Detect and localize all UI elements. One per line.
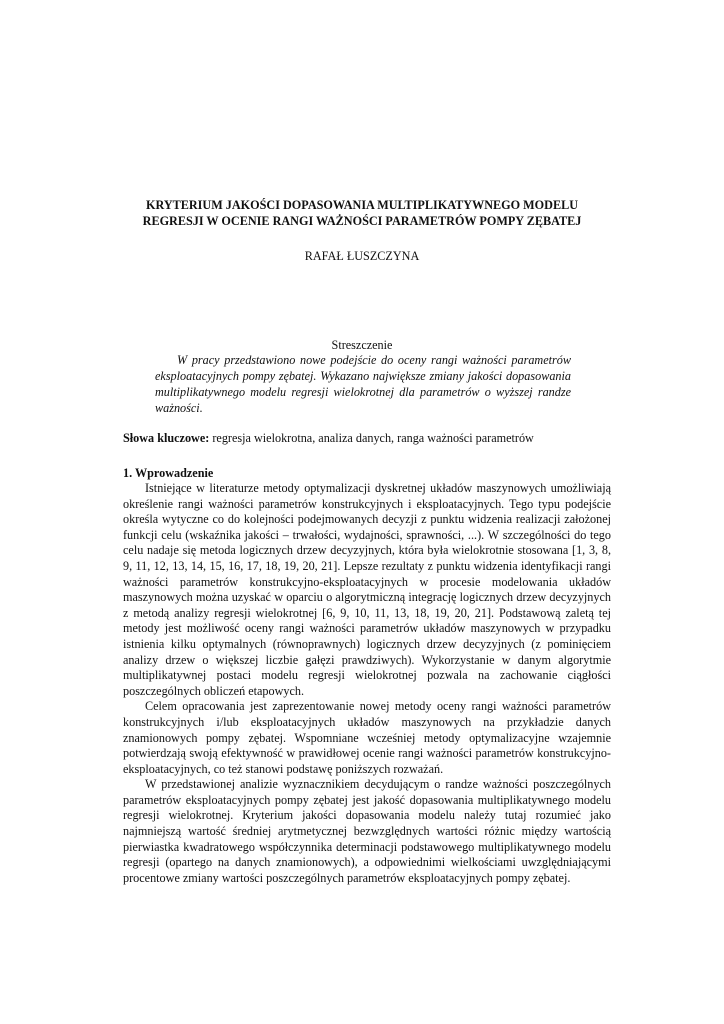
section-heading: 1. Wprowadzenie — [123, 466, 214, 480]
title-line-1: KRYTERIUM JAKOŚCI DOPASOWANIA MULTIPLIKATYWNEGO MODELU — [145, 198, 579, 212]
keywords-label: Słowa kluczowe: — [123, 431, 210, 445]
paragraph-2: Celem opracowania jest zaprezentowanie nowej metody oceny rangi ważności parametrów konstrukcyjnych i/lub eksploatacyjnych układów maszynowych na przykładzie danych znamionowych pompy zębatej. Wspomniane wcześniej metody optymalizacyjne wzajemnie potwierdzają swoją efektywność w prawidłowej ocenie rangi ważności parametrów konstrukcyjno-eksploatacyjnych, co też stanowi podstawę poniższych rozważań. — [123, 699, 611, 776]
keywords-text: regresja wielokrotna, analiza danych, ranga ważności parametrów — [212, 431, 534, 445]
abstract-heading: Streszczenie — [331, 338, 393, 352]
paragraph-1: Istniejące w literaturze metody optymalizacji dyskretnej układów maszynowych umożliwiają określenie rangi ważności parametrów konstrukcyjnych i eksploatacyjnych. Tego typu podejście określa wytyczne co do kolejności podejmowanych decyzji z punktu widzenia realizacji założonej funkcji celu (wskaźnika jakości – trwałości, wydajności, sprawności, ...). W szczególności do tego celu nadaje się metoda logicznych drzew decyzyjnych, która była wielokrotnie stosowana [1, 3, 8, 9, 11, 12, 13, 14, 15, 16, 17, 18, 19, 20, 21]. Lepsze rezultaty z punktu widzenia identyfikacji rangi ważności parametrów konstrukcyjno-eksploatacyjnych w procesie modelowania układów maszynowych można uzyskać w oparciu o algorytmiczną integrację logicznych drzew decyzyjnych z metodą analizy regresji wielokrotnej [6, 9, 10, 11, 13, 18, 19, 20, 21]. Podstawową zaletą tej metody jest możliwość oceny rangi ważności parametrów układów maszynowych w przypadku istnienia kilku optymalnych (równoprawnych) logicznych drzew decyzyjnych (z pominięciem analizy drzew o większej liczbie gałęzi prawdziwych). Wykorzystanie w danym algorytmie multiplikatywnej postaci modelu regresji wielokrotnej pozwala na zachowanie ciągłości poszczególnych obliczeń etapowych. — [123, 481, 611, 698]
title-line-2: REGRESJI W OCENIE RANGI WAŻNOŚCI PARAMETRÓW POMPY ZĘBATEJ — [142, 214, 582, 228]
section-body — [123, 481, 611, 886]
paragraph-3: W przedstawionej analizie wyznacznikiem decydującym o randze ważności poszczególnych parametrów eksploatacyjnych pompy zębatej jest jakość dopasowania multiplikatywnego modelu regresji wielokrotnej. Kryterium jakości dopasowania modelu należy tutaj rozumieć jako najmniejszą wartość średniej arytmetycznej bezwzględnych wartości różnic między wartością pierwiastka kwadratowego współczynnika determinacji podstawowego multiplikatywnego modelu regresji (opartego na danych znamionowych), a odpowiednimi wielkościami uwzględniającymi procentowe zmiany wartości poszczególnych parametrów eksploatacyjnych pompy zębatej. — [123, 777, 611, 885]
author-name: RAFAŁ ŁUSZCZYNA — [304, 249, 420, 263]
abstract-text: W pracy przedstawiono nowe podejście do oceny rangi ważności parametrów eksploatacyjnych pompy zębatej. Wykazano największe zmiany jakości dopasowania multiplikatywnego modelu regresji wielokrotnej dla parametrów o wyższej randze ważności. — [155, 353, 571, 415]
paper-title — [100, 197, 624, 229]
keywords-line — [123, 430, 611, 446]
